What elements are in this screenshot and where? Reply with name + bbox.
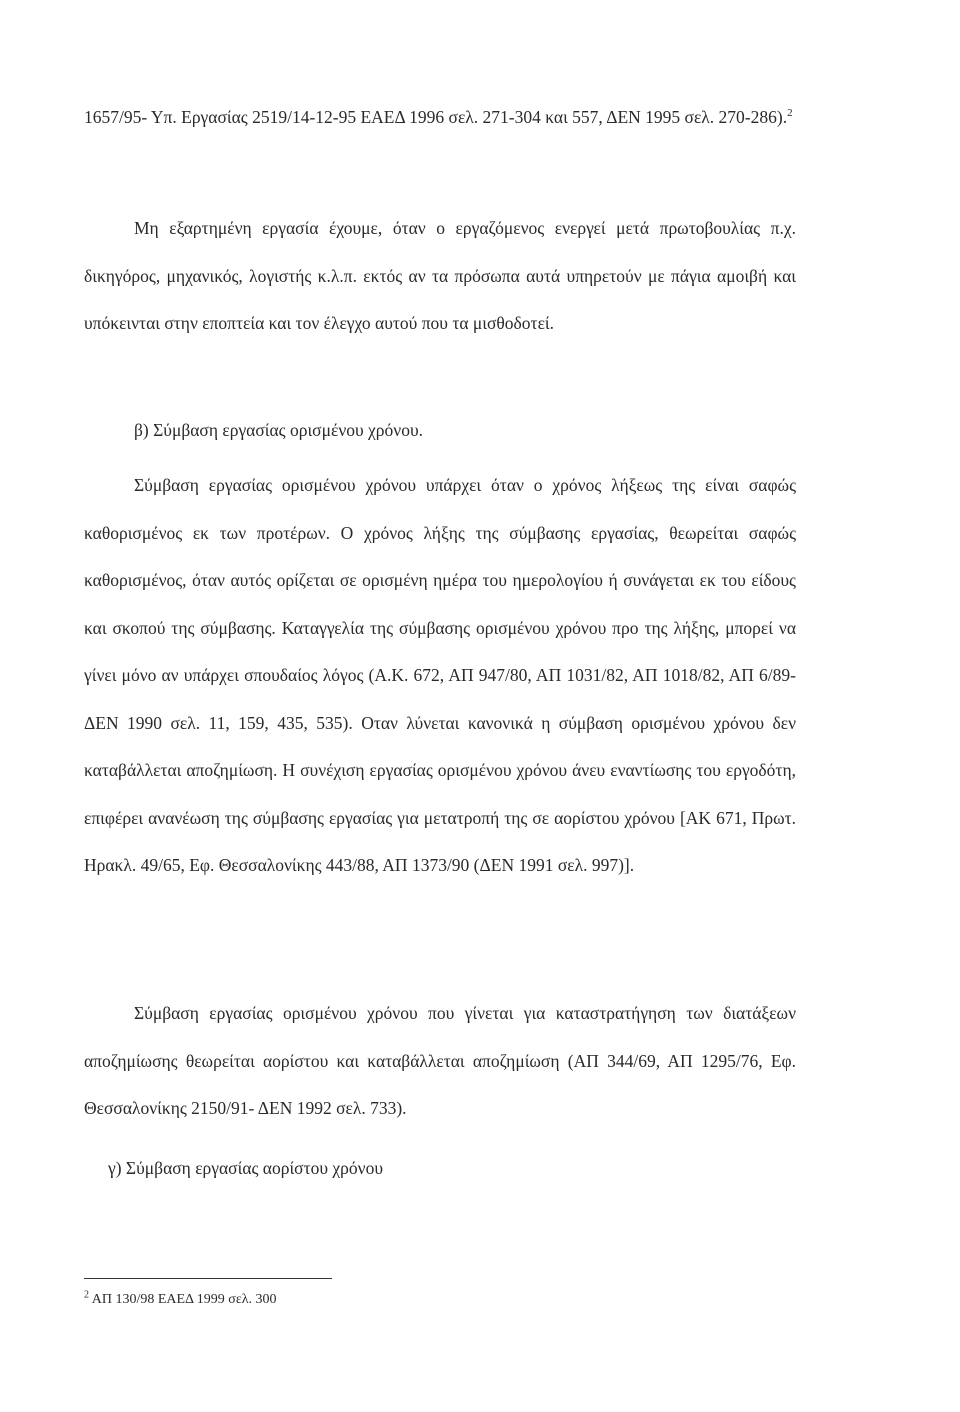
footnote — [84, 1290, 277, 1310]
section-heading-b: β) Σύμβαση εργασίας ορισμένου χρόνου. — [134, 420, 423, 440]
footnote-reference: 2 — [787, 107, 793, 120]
footnote-marker: 2 — [84, 1289, 89, 1301]
footnote-separator — [84, 1278, 332, 1279]
section-heading-c: γ) Σύμβαση εργασίας αορίστου χρόνου — [108, 1158, 383, 1178]
footnote-text: ΑΠ 130/98 ΕΑΕΔ 1999 σελ. 300 — [91, 1292, 277, 1307]
paragraph-fixed-term-contract: Σύμβαση εργασίας ορισμένου χρόνου υπάρχει όταν ο χρόνος λήξεως της είναι σαφώς καθορισμένος εκ των προτέρων. Ο χρόνος λήξης της σύμβασης εργασίας, θεωρείται σαφώς καθορισμένος, όταν αυτός ορίζεται σε ορισμένη ημέρα του ημερολογίου ή συνάγεται εκ του είδους και σκοπού της σύμβασης. Καταγγελία της σύμβασης ορισμένου χρόνου προ της λήξης, μπορεί να γίνει μόνο αν υπάρχει σπουδαίος λόγος (Α.Κ. 672, ΑΠ 947/80, ΑΠ 1031/82, ΑΠ 1018/82, ΑΠ 6/89-ΔΕΝ 1990 σελ. 11, 159, 435, 535). Οταν λύνεται κανονικά η σύμβαση ορισμένου χρόνου δεν καταβάλλεται αποζημίωση. Η συνέχιση εργασίας ορισμένου χρόνου άνευ εναντίωσης του εργοδότη, επιφέρει ανανέωση της σύμβασης εργασίας για μετατροπή της σε αορίστου χρόνου [ΑΚ 671, Πρωτ. Ηρακλ. 49/65, Εφ. Θεσσαλονίκης 443/88, ΑΠ 1373/90 (ΔΕΝ 1991 σελ. 997)]. — [84, 475, 796, 875]
paragraph-continuation — [84, 94, 796, 142]
paragraph-fixed-term-circumvention: Σύμβαση εργασίας ορισμένου χρόνου που γίνεται για καταστρατήγηση των διατάξεων αποζημίωσης θεωρείται αορίστου και καταβάλλεται αποζημίωση (ΑΠ 344/69, ΑΠ 1295/76, Εφ. Θεσσαλονίκης 2150/91- ΔΕΝ 1992 σελ. 733). — [84, 1003, 796, 1118]
paragraph-non-dependent-work: Μη εξαρτημένη εργασία έχουμε, όταν ο εργαζόμενος ενεργεί μετά πρωτοβουλίας π.χ. δικηγόρος, μηχανικός, λογιστής κ.λ.π. εκτός αν τα πρόσωπα αυτά υπηρετούν με πάγια αμοιβή και υπόκεινται στην εποπτεία και τον έλεγχο αυτού που τα μισθοδοτεί. — [84, 218, 796, 333]
paragraph-text: 1657/95- Υπ. Εργασίας 2519/14-12-95 ΕΑΕΔ 1996 σελ. 271-304 και 557, ΔΕΝ 1995 σελ. 270-286). — [84, 107, 788, 127]
